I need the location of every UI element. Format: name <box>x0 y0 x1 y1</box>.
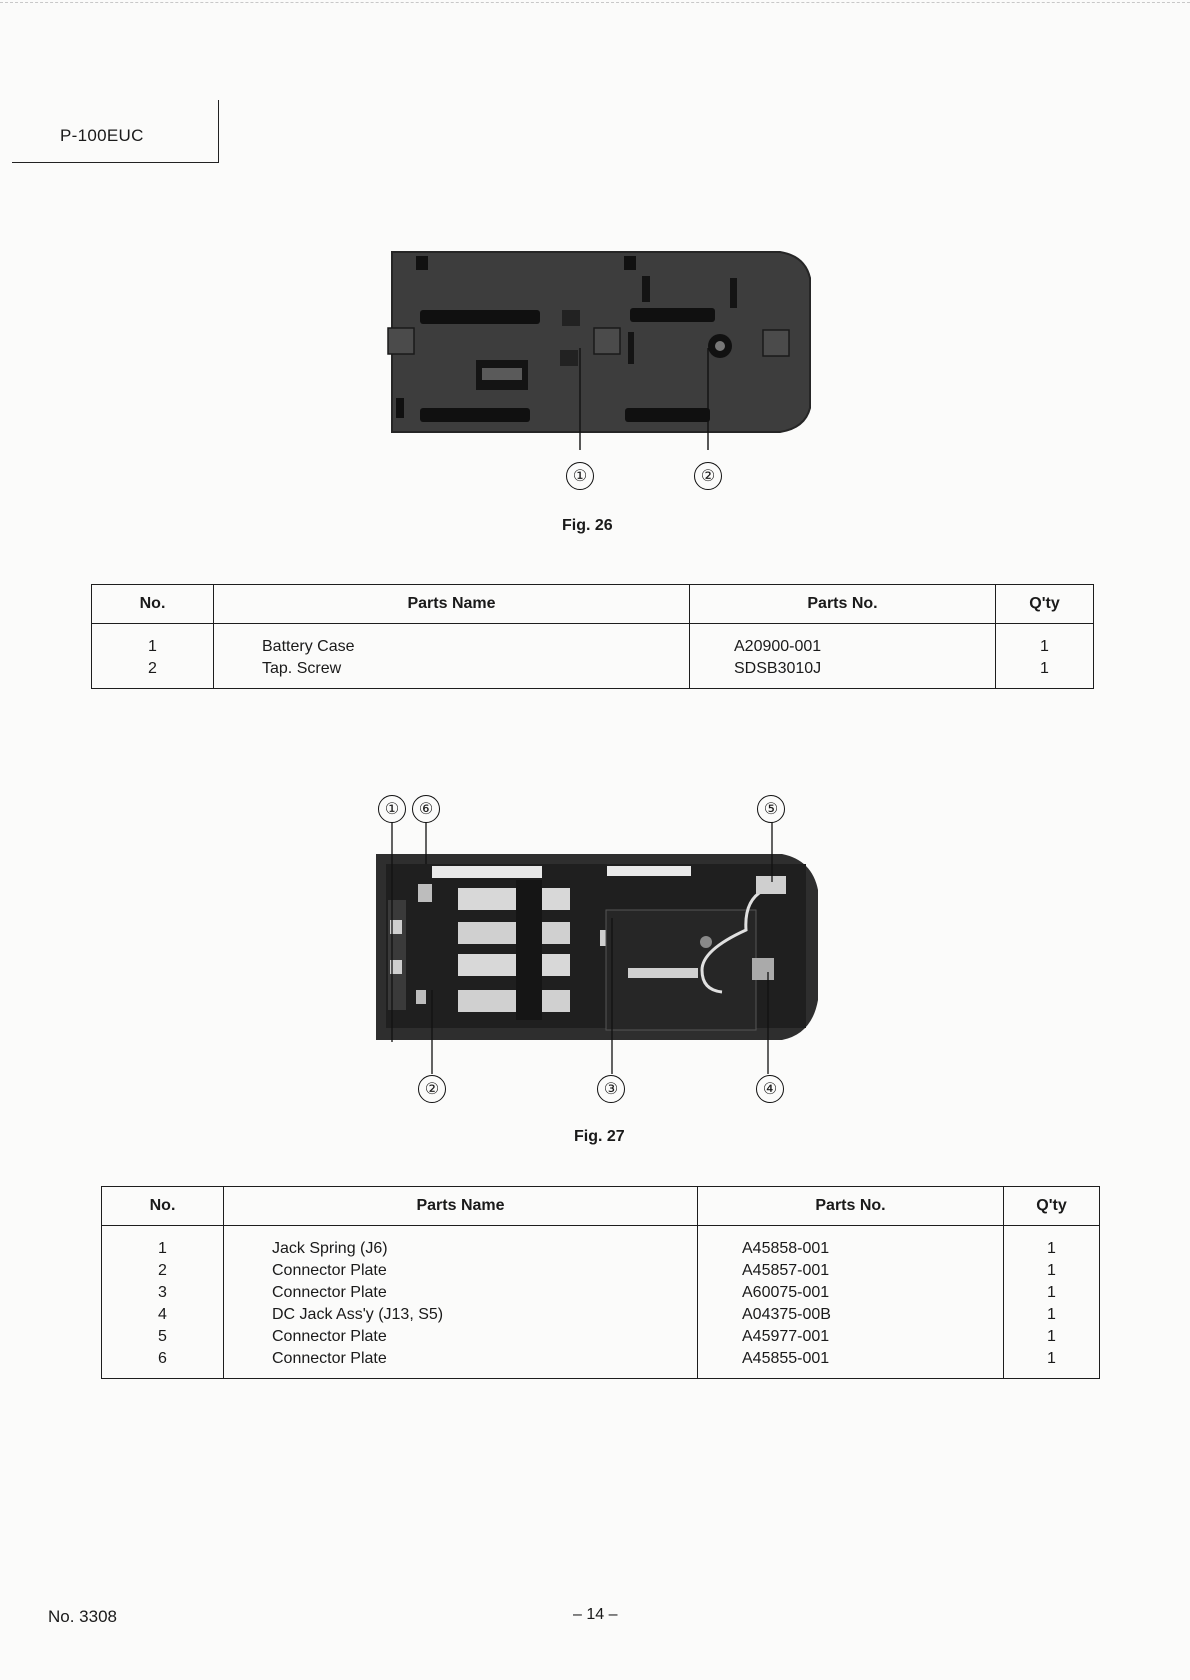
fig27-leader-lines <box>380 822 800 1082</box>
model-label: P-100EUC <box>60 126 144 145</box>
table-row <box>92 624 1094 689</box>
row-qty: 1 <box>1047 1284 1056 1301</box>
col-header-parts-name: Parts Name <box>214 585 690 624</box>
table-header-row <box>92 585 1094 624</box>
row-no: 1 <box>158 1240 167 1257</box>
row-no: 5 <box>158 1328 167 1345</box>
row-parts-name: Connector Plate <box>272 1284 387 1301</box>
row-no: 3 <box>158 1284 167 1301</box>
row-parts-name: Battery Case <box>262 638 355 655</box>
fig26-callout-2: ② <box>694 462 722 490</box>
row-qty: 1 <box>1040 638 1049 655</box>
col-header-parts-no: Parts No. <box>698 1187 1004 1226</box>
row-qty: 1 <box>1040 660 1049 677</box>
col-header-parts-name: Parts Name <box>224 1187 698 1226</box>
row-parts-no: A20900-001 <box>734 638 822 655</box>
top-edge-rule <box>0 2 1190 3</box>
fig27-callout-6: ⑥ <box>412 795 440 823</box>
row-parts-name: Connector Plate <box>272 1328 387 1345</box>
row-parts-no: A60075-001 <box>742 1284 830 1301</box>
table-header-row <box>102 1187 1100 1226</box>
row-parts-name: Jack Spring (J6) <box>272 1240 388 1257</box>
row-no: 4 <box>158 1306 167 1323</box>
fig27-parts-table <box>101 1186 1100 1379</box>
row-no: 6 <box>158 1350 167 1367</box>
row-parts-no: A45855-001 <box>742 1350 830 1367</box>
fig26-caption: Fig. 26 <box>562 517 613 534</box>
col-header-qty: Q'ty <box>996 585 1094 624</box>
row-parts-name: Tap. Screw <box>262 660 342 677</box>
page-number: – 14 – <box>573 1606 618 1623</box>
col-header-no: No. <box>102 1187 224 1226</box>
fig26-leader-lines <box>570 348 730 458</box>
fig27-callout-2: ② <box>418 1075 446 1103</box>
col-header-no: No. <box>92 585 214 624</box>
fig26-parts-table <box>91 584 1094 689</box>
row-parts-no: A45977-001 <box>742 1328 830 1345</box>
row-parts-no: A45857-001 <box>742 1262 830 1279</box>
row-parts-no: A45858-001 <box>742 1240 830 1257</box>
row-qty: 1 <box>1047 1262 1056 1279</box>
fig27-callout-4: ④ <box>756 1075 784 1103</box>
row-qty: 1 <box>1047 1240 1056 1257</box>
fig27-callout-5: ⑤ <box>757 795 785 823</box>
fig26-callout-1: ① <box>566 462 594 490</box>
col-header-parts-no: Parts No. <box>690 585 996 624</box>
fig27-caption: Fig. 27 <box>574 1128 625 1145</box>
table-row <box>102 1226 1100 1379</box>
row-parts-no: A04375-00B <box>742 1306 831 1323</box>
row-qty: 1 <box>1047 1306 1056 1323</box>
row-no: 2 <box>148 660 157 677</box>
fig27-callout-3: ③ <box>597 1075 625 1103</box>
row-qty: 1 <box>1047 1350 1056 1367</box>
fig27-callout-1: ① <box>378 795 406 823</box>
row-no: 2 <box>158 1262 167 1279</box>
row-qty: 1 <box>1047 1328 1056 1345</box>
row-no: 1 <box>148 638 157 655</box>
row-parts-no: SDSB3010J <box>734 660 822 677</box>
row-parts-name: DC Jack Ass'y (J13, S5) <box>272 1306 444 1323</box>
row-parts-name: Connector Plate <box>272 1350 387 1367</box>
model-header-box <box>12 100 219 163</box>
document-number: No. 3308 <box>48 1607 117 1626</box>
col-header-qty: Q'ty <box>1004 1187 1100 1226</box>
row-parts-name: Connector Plate <box>272 1262 387 1279</box>
